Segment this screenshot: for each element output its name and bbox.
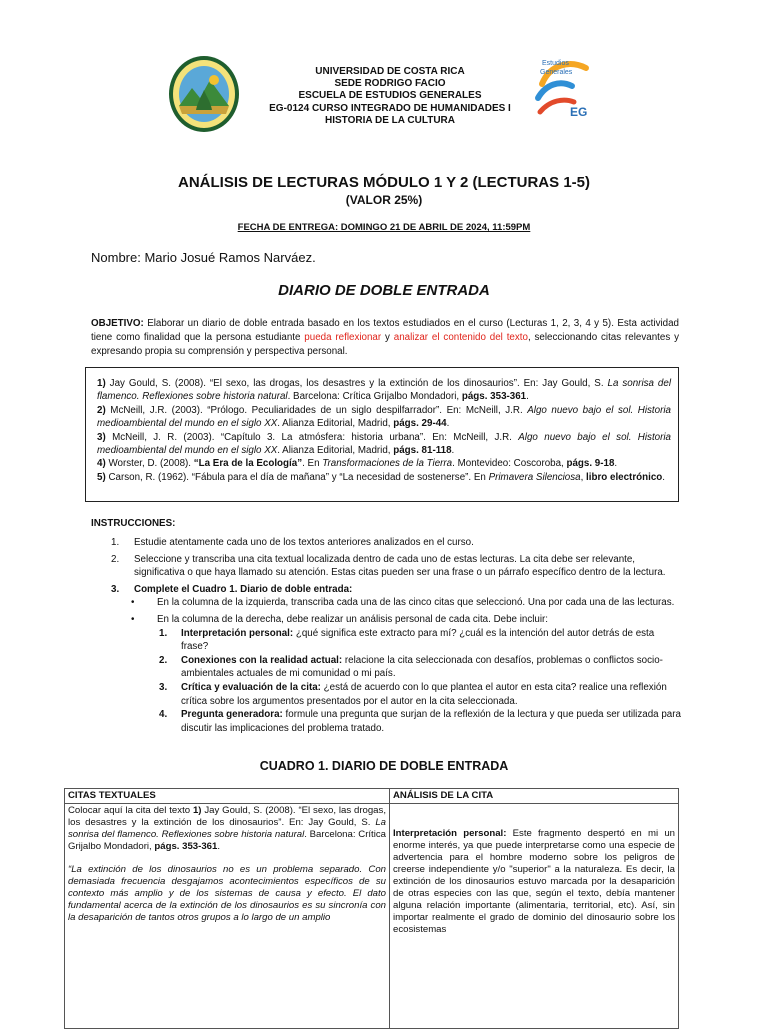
eg-logo-initials: EG	[570, 105, 588, 119]
table-title: CUADRO 1. DIARIO DE DOBLE ENTRADA	[259, 759, 509, 773]
objective-paragraph	[91, 317, 679, 359]
reference-item: 2) McNeill, J.R. (2003). “Prólogo. Peculiaridades de un siglo despilfarrador”. En: McNeill, J.R. Algo nuevo bajo el sol. Historia medioambiental del mundo en el siglo XX. Alianza Editorial, Madrid, págs. 29-44.	[97, 404, 671, 430]
table-row	[65, 804, 679, 1029]
header-line-3: ESCUELA DE ESTUDIOS GENERALES	[298, 90, 482, 102]
institution-header	[240, 66, 540, 127]
header-line-1: UNIVERSIDAD DE COSTA RICA	[315, 66, 465, 77]
objective-text-2: y	[381, 332, 394, 343]
cita-quote: “La extinción de los dinosaurios no es un problema separado. Con demasiada frecuencia desgajamos acontecimientos específicos de su contexto más amplio y de los sistemas de causa y efecto. El dato fundamental acerca de la extinción de los dinosaurios es su sincronía con la desaparición de tantos otros grupos a lo largo de un amplio	[68, 864, 386, 923]
objective-highlight-2: analizar el contenido del texto	[393, 332, 528, 343]
estudios-generales-logo	[520, 54, 600, 124]
objective-text-1: Elaborar un diario de doble entrada basado en los textos estudiados en el curso (Lecturas 1, 2, 3, 4 y 5). Esta actividad tiene como finalidad que la persona estudiante	[91, 318, 679, 343]
references-list	[97, 377, 671, 484]
instruction-subitem: 1. Interpretación personal: ¿qué significa este extracto para mí? ¿cuál es la intención del autor detrás de esta frase?	[159, 627, 655, 653]
document-heading: DIARIO DE DOBLE ENTRADA	[278, 282, 490, 299]
reference-item: 1) Jay Gould, S. (2008). “El sexo, las drogas, los desastres y la extinción de los dinosaurios”. En: Jay Gould, S. La sonrisa del flamenco. Reflexiones sobre historia natural. Barcelona: Crítica Grijalbo Mondadori, págs. 353-361.	[97, 378, 671, 403]
eg-logo-text-bottom: Generales	[540, 69, 573, 76]
header-citas: CITAS TEXTUALES	[65, 789, 390, 804]
objective-text-3: , seleccionando citas relevantes y expresando propia su comprensión y perspectiva personal.	[91, 332, 679, 357]
page-subtitle: (VALOR 25%)	[345, 193, 423, 207]
table-header-row	[65, 789, 679, 804]
instruction-subitem: 4. Pregunta generadora: formule una pregunta que surjan de la reflexión de la lectura y que pueda ser utilizada para discutir las implicaciones del problema tratado.	[159, 709, 681, 734]
due-date: FECHA DE ENTREGA: DOMINGO 21 DE ABRIL DE 2024, 11:59PM	[237, 222, 531, 233]
reference-item: 3) McNeill, J. R. (2003). “Capítulo 3. La atmósfera: historia urbana”. En: McNeill, J.R. Algo nuevo bajo el sol. Historia medioambiental del mundo en el siglo XX. Alianza Editorial, Madrid, págs. 81-118.	[97, 431, 671, 457]
eg-logo-text-top: Estudios	[542, 60, 569, 67]
university-seal-logo	[168, 54, 240, 134]
instruction-item: 1. Estudie atentamente cada uno de los textos anteriores analizados en el curso.	[111, 537, 474, 548]
cita-cell: Colocar aquí la cita del texto 1) Jay Gould, S. (2008). “El sexo, las drogas, los desastres y la extinción de los dinosaurios”. En: Jay Gould, S. La sonrisa del flamenco. Reflexiones sobre historia natural. Barcelona: Crítica Grijalbo Mondadori, págs. 353-361. “La extinción de los dinosaurios no es un problema separado. Con demasiada frecuencia desgajamos acontecimientos específicos de su contexto más amplio y de los sistemas de causa y efecto. El dato fundamental acerca de la extinción de los dinosaurios es su sincronía con la desaparición de tantos otros grupos a lo largo de un amplio	[65, 804, 390, 1029]
header-line-2: SEDE RODRIGO FACIO	[334, 78, 446, 90]
objective-label: OBJETIVO:	[91, 318, 144, 329]
analisis-cell: Interpretación personal: Este fragmento despertó en mi un enorme interés, ya que puede interpretarse como una especie de advertencia para el hombre moderno sobre los peligros de creerse independiente y/o "superior" a la naturaleza. Es decir, la extinción de los dinosaurios estuvo marcada por la desaparición de otras especies con las que, según el texto, debía mantener alguna relación importante (alimentaria, territorial, etc). Así, sin importar realmente el grado de dominio del dinosaurio sobre los ecosistemas	[390, 804, 679, 1029]
header-line-5: HISTORIA DE LA CULTURA	[325, 114, 455, 126]
instruction-item: 3. Complete el Cuadro 1. Diario de doble entrada:	[111, 583, 353, 595]
instruction-bullet: • En la columna de la izquierda, transcriba cada una de las cinco citas que seleccionó. Una por cada una de las lecturas.	[131, 597, 675, 609]
instruction-bullet: • En la columna de la derecha, debe realizar un análisis personal de cada cita. Debe incluir:	[131, 613, 549, 625]
instruction-subitem: 3. Crítica y evaluación de la cita: ¿está de acuerdo con lo que plantea el autor en esta cita? realice una reflexión crítica sobre los argumentos presentados por el autor en la cita seleccionada.	[159, 681, 667, 707]
page-title: ANÁLISIS DE LECTURAS MÓDULO 1 Y 2 (LECTURAS 1-5)	[178, 174, 590, 191]
reference-item: 5) Carson, R. (1962). “Fábula para el día de mañana” y “La necesidad de sostenerse”. En Primavera Silenciosa, libro electrónico.	[97, 471, 665, 483]
double-entry-table	[64, 788, 679, 1029]
reference-item: 4) Worster, D. (2008). “La Era de la Ecología”. En Transformaciones de la Tierra. Montevideo: Coscoroba, págs. 9-18.	[97, 458, 618, 470]
instructions-heading: INSTRUCCIONES:	[91, 518, 176, 529]
header-analisis: ANÁLISIS DE LA CITA	[390, 789, 679, 804]
objective-highlight-1: pueda reflexionar	[304, 332, 382, 343]
instruction-item: 2. Seleccione y transcriba una cita textual localizada dentro de cada uno de estas lecturas. La cita debe ser relevante, significativa o que haya llamado su atención. Estas citas pueden ser una frase o un párrafo específico dentro de la lectura.	[111, 553, 666, 579]
instruction-subitem: 2. Conexiones con la realidad actual: relacione la cita seleccionada con desafíos, problemas o conflictos socio-ambientales actuales de mi comunidad o mi país.	[159, 654, 663, 680]
instructions-list	[91, 536, 681, 735]
header-line-4: EG-0124 CURSO INTEGRADO DE HUMANIDADES I	[269, 102, 511, 114]
student-name: Nombre: Mario Josué Ramos Narváez.	[91, 250, 316, 265]
